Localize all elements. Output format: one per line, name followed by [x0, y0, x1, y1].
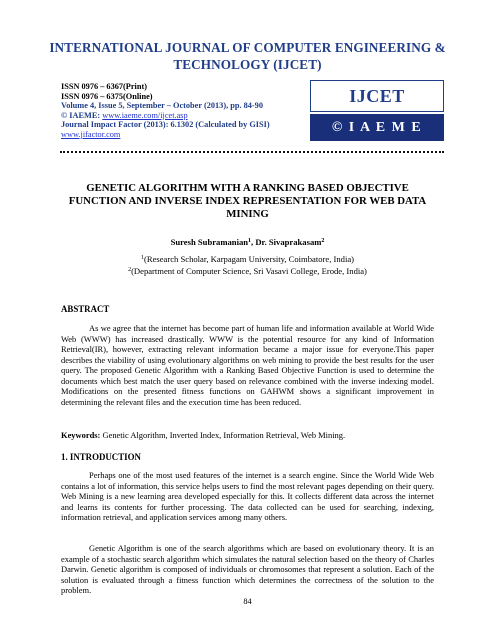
keywords [61, 430, 434, 440]
impact-factor: Journal Impact Factor (2013): 6.1302 (Calculated by GISI) [61, 120, 270, 130]
dotted-divider [60, 151, 444, 157]
paper-title-line2: FUNCTION AND INVERSE INDEX REPRESENTATION FOR WEB DATA [68, 195, 427, 208]
keywords-label: Keywords: [61, 430, 101, 440]
author-1-sup: 1 [248, 238, 252, 244]
keywords-text: Genetic Algorithm, Inverted Index, Information Retrieval, Web Mining. [100, 430, 346, 440]
introduction-paragraph-2: Genetic Algorithm is one of the search algorithms which are based on evolutionary theory. It is an example of a stochastic search algorithm which simulates the natural selection based on the theory of Charles Darwin. Genetic algorithm is composed of individuals or chromosomes that represent a solution. Each of the solution is evaluated through a fitness function which determines the correctness of the solution to the problem. [61, 543, 434, 596]
paper-title-line1: GENETIC ALGORITHM WITH A RANKING BASED OBJECTIVE [86, 182, 409, 194]
journal-title-line1: INTERNATIONAL JOURNAL OF COMPUTER ENGINEERING & [49, 40, 446, 55]
affiliation-2 [55, 266, 440, 276]
ijcet-logo: IJCET [310, 80, 444, 112]
issn-print: ISSN 0976 – 6367(Print) [61, 82, 147, 91]
affiliation-2-text: (Department of Computer Science, Sri Vasavi College, Erode, India) [131, 266, 367, 276]
jifactor-link[interactable]: www.jifactor.com [61, 129, 121, 139]
abstract-heading: ABSTRACT [61, 304, 110, 314]
author-1: Suresh Subramanian [170, 237, 249, 247]
abstract-text: As we agree that the internet has become part of human life and information available at World Wide Web (WWW) has increased drastically. WWW is the potential resource for any kind of Information Retrieval(IR), however, extracting relevant information became a major issue for everyone.This paper describes the viability of using evolutionary algorithms on web mining to provide the best results for the user query. The proposed Genetic Algorithm with a Ranking Based Objective Function is used to determine the documents which best match the user query based on relevance combined with the inverse indexing model. Modifications on the presented fitness functions on GAHWM shows a significant improvement in determining the relevant files and the execution time has been reduced. [61, 323, 434, 407]
introduction-heading: 1. INTRODUCTION [61, 452, 141, 462]
paper-title [55, 182, 440, 222]
introduction-paragraph-1: Perhaps one of the most used features of the internet is a search engine. Since the World Wide Web contains a lot of information, this service helps users to find the most relevant pages depending on their query. Web Mining is a new learning area developed especially for this. It collects different data across the internet and learns its contents for further processing. The data collected can be used for searching, indexing, information retrieval, and application services among many others. [61, 470, 434, 523]
iaeme-badge: © I A E M E [310, 114, 444, 141]
affiliation-1 [55, 254, 440, 264]
author-separator: , Dr. Sivaprakasam [251, 237, 322, 247]
affiliation-1-sup: 1 [140, 255, 144, 261]
page-number: 84 [243, 597, 252, 606]
issn-online: ISSN 0976 – 6375(Online) [61, 91, 153, 101]
author-2-sup: 2 [321, 238, 325, 244]
iaeme-link[interactable]: www.iaeme.com/ijcet.asp [102, 110, 188, 120]
journal-title [40, 39, 455, 73]
affiliation-2-sup: 2 [128, 267, 132, 273]
paper-title-line3: MINING [226, 208, 269, 221]
journal-metadata [61, 82, 270, 140]
volume-info: Volume 4, Issue 5, September – October (2013), pp. 84-90 [61, 101, 263, 111]
iaeme-label: © IAEME: [61, 110, 101, 120]
affiliation-1-text: (Research Scholar, Karpagam University, Coimbatore, India) [143, 254, 355, 264]
authors [55, 237, 440, 247]
journal-title-line2: TECHNOLOGY (IJCET) [173, 57, 322, 72]
